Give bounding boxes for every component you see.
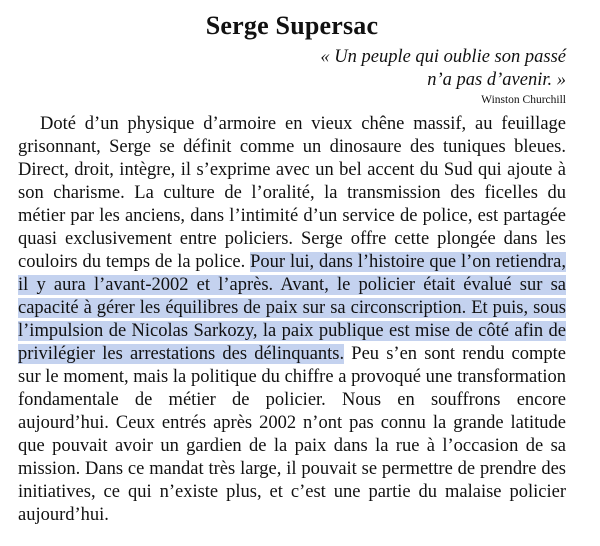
document-page [18, 0, 566, 546]
epigraph-line-1: « Un peuple qui oublie son passé [320, 47, 566, 67]
epigraph-author: Winston Churchill [481, 94, 566, 106]
epigraph-quote [18, 46, 566, 92]
page-title: Serge Supersac [205, 11, 379, 40]
paragraph-text-before-selection[interactable]: Doté d’un physique d’armoire en vieux chêne massif, au feuillage grisonnant, Serge se définit comme un dinosaure des tuniques bleues. Direct, droit, intègre, il s’exprime avec un bel accent du Sud qui ajoute à son charisme. La culture de l’oralité, la transmission des ficelles du métier par les anciens, dans l’intimité d’un service de police, est partagée quasi exclusivement entre policiers. Serge offre cette plongée dans les couloirs du temps de la police. [18, 114, 566, 272]
body-paragraph[interactable] [18, 113, 566, 527]
epigraph-line-2: n’a pas d’avenir. » [427, 70, 566, 90]
selected-text-highlight[interactable]: Pour lui, dans l’histoire que l’on retiendra, il y aura l’avant-2002 et l’après. Avant, le policier était évalué sur sa capacité à gérer les équilibres de paix sur sa circonscription. Et puis, sous l’impulsion de Nicolas Sarkozy, la paix publique est mise de côté afin de privilégier les arrestations des délinquants. [18, 252, 566, 364]
paragraph-text-after-selection[interactable]: Peu s’en sont rendu compte sur le moment, mais la politique du chiffre a provoqué une transformation fondamentale de métier de policier. Nous en souffrons encore aujourd’hui. Ceux entrés après 2002 n’ont pas connu la grande latitude que pouvait avoir un gardien de la paix dans la rue à l’occasion de sa mission. Dans ce mandat très large, il pouvait se permettre de prendre des initiatives, ce qui n’existe plus, et c’est une partie du malaise policier aujourd’hui. [18, 344, 566, 525]
